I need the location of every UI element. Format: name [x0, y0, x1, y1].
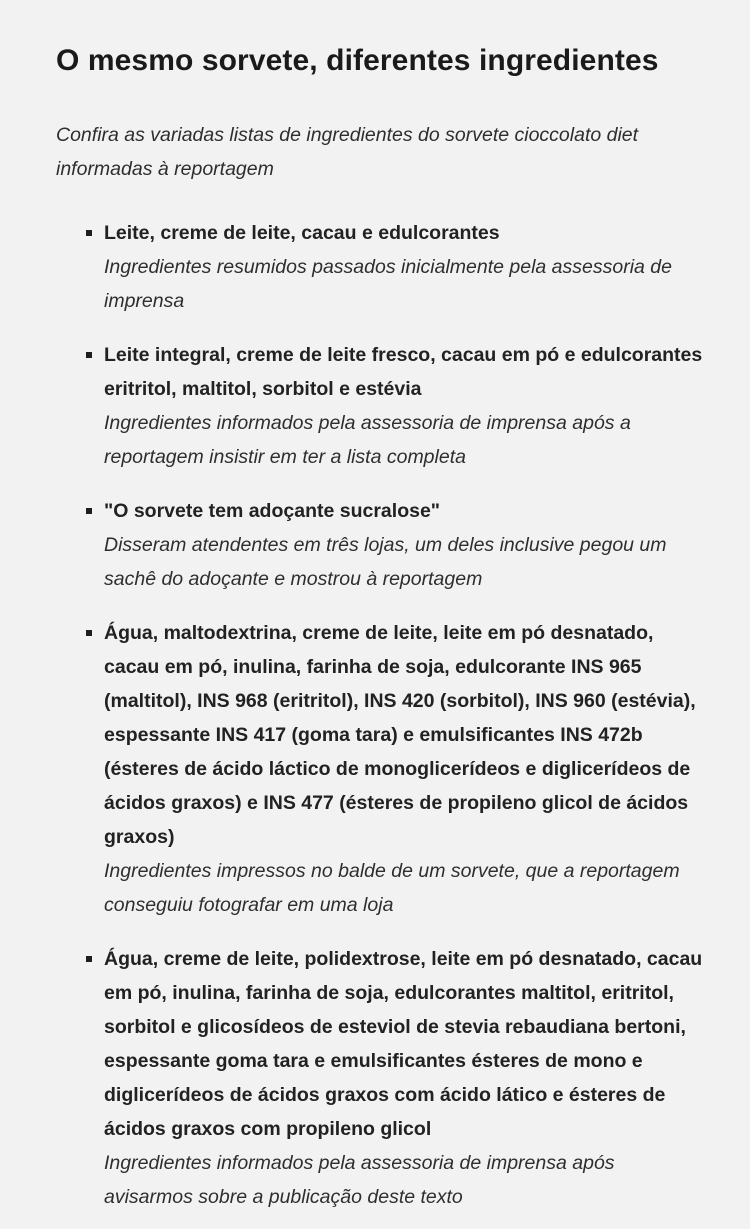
bullet-icon	[86, 230, 92, 236]
list-item-note: Ingredientes resumidos passados inicialmente pela assessoria de imprensa	[104, 256, 672, 312]
ingredient-lists	[56, 216, 710, 1214]
list-item	[56, 216, 710, 318]
list-item	[56, 338, 710, 474]
list-item-title: Leite, creme de leite, cacau e edulcorantes	[104, 222, 500, 244]
list-item-note: Ingredientes impressos no balde de um sorvete, que a reportagem conseguiu fotografar em uma loja	[104, 860, 680, 916]
list-item	[56, 494, 710, 596]
subtitle: Confira as variadas listas de ingredientes do sorvete cioccolato diet informadas à reportagem	[56, 124, 639, 180]
list-item-title: Água, creme de leite, polidextrose, leite em pó desnatado, cacau em pó, inulina, farinha de soja, edulcorantes maltitol, eritritol, sorbitol e glicosídeos de esteviol de stevia rebaudiana bertoni, espessante goma tara e emulsificantes ésteres de mono e diglicerídeos de ácidos graxos com ácido lático e ésteres de ácidos graxos com propileno glicol	[104, 948, 703, 1140]
bullet-icon	[86, 630, 92, 636]
list-item	[56, 616, 710, 922]
list-item-title: "O sorvete tem adoçante sucralose"	[104, 500, 441, 522]
list-item-note: Ingredientes informados pela assessoria de imprensa após a reportagem insistir em ter a lista completa	[104, 412, 631, 468]
list-item-note: Ingredientes informados pela assessoria de imprensa após avisarmos sobre a publicação deste texto	[104, 1152, 615, 1208]
list-item-note: Disseram atendentes em três lojas, um deles inclusive pegou um sachê do adoçante e mostrou à reportagem	[104, 534, 667, 590]
list-item-title: Água, maltodextrina, creme de leite, leite em pó desnatado, cacau em pó, inulina, farinha de soja, edulcorante INS 965 (maltitol), INS 968 (eritritol), INS 420 (sorbitol), INS 960 (estévia), espessante INS 417 (goma tara) e emulsificantes INS 472b (ésteres de ácido láctico de monoglicerídeos e diglicerídeos de ácidos graxos) e INS 477 (ésteres de propileno glicol de ácidos graxos)	[104, 622, 696, 848]
page-title: O mesmo sorvete, diferentes ingredientes	[56, 44, 659, 77]
bullet-icon	[86, 352, 92, 358]
list-item-title: Leite integral, creme de leite fresco, cacau em pó e edulcorantes eritritol, maltitol, sorbitol e estévia	[104, 344, 703, 400]
bullet-icon	[86, 508, 92, 514]
list-item	[56, 942, 710, 1214]
bullet-icon	[86, 956, 92, 962]
